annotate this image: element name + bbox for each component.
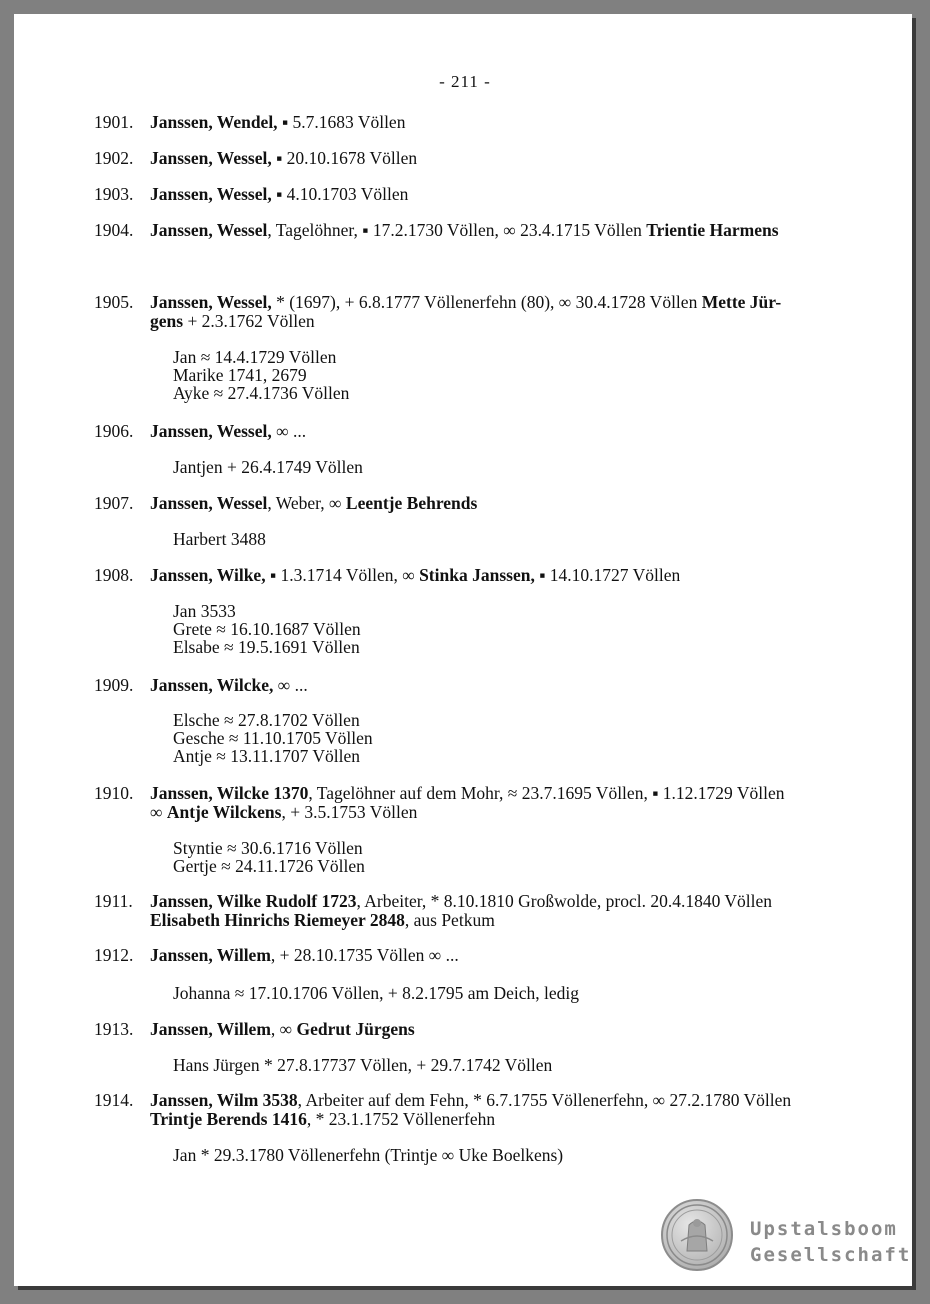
children-list bbox=[173, 984, 579, 1002]
child-entry: Gesche ≈ 11.10.1705 Völlen bbox=[173, 728, 373, 748]
entry-text bbox=[150, 494, 856, 513]
society-logo-text bbox=[750, 1216, 911, 1268]
child-entry: Jan ≈ 14.4.1729 Völlen bbox=[173, 347, 337, 367]
entry-number: 1906. bbox=[94, 421, 134, 441]
children-list bbox=[173, 348, 349, 402]
children-list bbox=[173, 839, 365, 875]
entry-line: Janssen, Wessel, ▪ 4.10.1703 Völlen bbox=[150, 184, 409, 204]
child-entry: Marike 1741, 2679 bbox=[173, 365, 307, 385]
entry-number: 1902. bbox=[94, 148, 134, 168]
entry-line: Janssen, Wessel, * (1697), + 6.8.1777 Völlenerfehn (80), ∞ 30.4.1728 Völlen Mette Jür- bbox=[150, 292, 782, 312]
entry-text bbox=[150, 676, 856, 695]
child-entry: Hans Jürgen * 27.8.17737 Völlen, + 29.7.1742 Völlen bbox=[173, 1055, 553, 1075]
page-number: - 211 - bbox=[439, 72, 491, 91]
child-entry: Jan * 29.3.1780 Völlenerfehn (Trintje ∞ Uke Boelkens) bbox=[173, 1145, 564, 1165]
entry-line: gens + 2.3.1762 Völlen bbox=[150, 311, 315, 331]
entry-line: Janssen, Willem, + 28.10.1735 Völlen ∞ ... bbox=[150, 945, 459, 965]
child-entry: Antje ≈ 13.11.1707 Völlen bbox=[173, 746, 361, 766]
child-entry: Harbert 3488 bbox=[173, 529, 266, 549]
entry-line: Janssen, Wilcke 1370, Tagelöhner auf dem Mohr, ≈ 23.7.1695 Völlen, ▪ 1.12.1729 Völlen bbox=[150, 783, 785, 803]
entry-line: Janssen, Wilke Rudolf 1723, Arbeiter, * 8.10.1810 Großwolde, procl. 20.4.1840 Völlen bbox=[150, 891, 773, 911]
children-list bbox=[173, 711, 373, 765]
entry-number: 1914. bbox=[94, 1090, 134, 1110]
entry-text bbox=[150, 422, 856, 441]
entry-number: 1907. bbox=[94, 493, 134, 513]
entry-text bbox=[150, 293, 856, 331]
entry-number: 1904. bbox=[94, 220, 134, 240]
children-list bbox=[173, 530, 266, 548]
child-entry: Ayke ≈ 27.4.1736 Völlen bbox=[173, 383, 350, 403]
child-entry: Gertje ≈ 24.11.1726 Völlen bbox=[173, 856, 365, 876]
children-list bbox=[173, 602, 361, 656]
child-entry: Styntie ≈ 30.6.1716 Völlen bbox=[173, 838, 363, 858]
entry-line: Janssen, Wendel, ▪ 5.7.1683 Völlen bbox=[150, 112, 406, 132]
child-entry: Elsche ≈ 27.8.1702 Völlen bbox=[173, 710, 360, 730]
children-list bbox=[173, 1146, 563, 1164]
child-entry: Elsabe ≈ 19.5.1691 Völlen bbox=[173, 637, 360, 657]
entry-text bbox=[150, 113, 856, 132]
entry-line: Janssen, Wessel, Tagelöhner, ▪ 17.2.1730 Völlen, ∞ 23.4.1715 Völlen Trientie Harmens bbox=[150, 220, 779, 240]
entry-line: Elisabeth Hinrichs Riemeyer 2848, aus Petkum bbox=[150, 910, 495, 930]
entry-line: Janssen, Wessel, Weber, ∞ Leentje Behrends bbox=[150, 493, 478, 513]
seal-emblem-icon bbox=[661, 1199, 733, 1271]
entry-number: 1903. bbox=[94, 184, 134, 204]
entry-number: 1913. bbox=[94, 1019, 134, 1039]
entry-line: Janssen, Wilcke, ∞ ... bbox=[150, 675, 308, 695]
entry-line: Janssen, Wessel, ▪ 20.10.1678 Völlen bbox=[150, 148, 418, 168]
entry-number: 1905. bbox=[94, 292, 134, 312]
child-entry: Jantjen + 26.4.1749 Völlen bbox=[173, 457, 363, 477]
entry-line: Trintje Berends 1416, * 23.1.1752 Völlenerfehn bbox=[150, 1109, 496, 1129]
entry-text bbox=[150, 149, 856, 168]
entry-text bbox=[150, 1091, 856, 1129]
entry-line: Janssen, Wessel, ∞ ... bbox=[150, 421, 307, 441]
entry-text bbox=[150, 566, 856, 585]
entry-text bbox=[150, 784, 856, 822]
logo-line-2: Gesellschaft bbox=[750, 1244, 912, 1266]
child-entry: Johanna ≈ 17.10.1706 Völlen, + 8.2.1795 am Deich, ledig bbox=[173, 983, 580, 1003]
entry-number: 1909. bbox=[94, 675, 134, 695]
entry-text bbox=[150, 221, 856, 240]
entry-line: Janssen, Willem, ∞ Gedrut Jürgens bbox=[150, 1019, 415, 1039]
children-list bbox=[173, 1056, 552, 1074]
entry-text bbox=[150, 892, 856, 930]
entry-number: 1901. bbox=[94, 112, 134, 132]
entry-line: Janssen, Wilke, ▪ 1.3.1714 Völlen, ∞ Stinka Janssen, ▪ 14.10.1727 Völlen bbox=[150, 565, 681, 585]
entry-number: 1912. bbox=[94, 945, 134, 965]
entry-number: 1908. bbox=[94, 565, 134, 585]
logo-line-1: Upstalsboom bbox=[750, 1218, 898, 1240]
child-entry: Jan 3533 bbox=[173, 601, 236, 621]
entry-text bbox=[150, 1020, 856, 1039]
entry-line: ∞ Antje Wilckens, + 3.5.1753 Völlen bbox=[150, 802, 418, 822]
entry-line: Janssen, Wilm 3538, Arbeiter auf dem Fehn, * 6.7.1755 Völlenerfehn, ∞ 27.2.1780 Völlen bbox=[150, 1090, 792, 1110]
entry-text bbox=[150, 946, 856, 965]
entry-number: 1911. bbox=[94, 891, 133, 911]
entry-number: 1910. bbox=[94, 783, 134, 803]
entry-text bbox=[150, 185, 856, 204]
child-entry: Grete ≈ 16.10.1687 Völlen bbox=[173, 619, 361, 639]
children-list bbox=[173, 458, 363, 476]
